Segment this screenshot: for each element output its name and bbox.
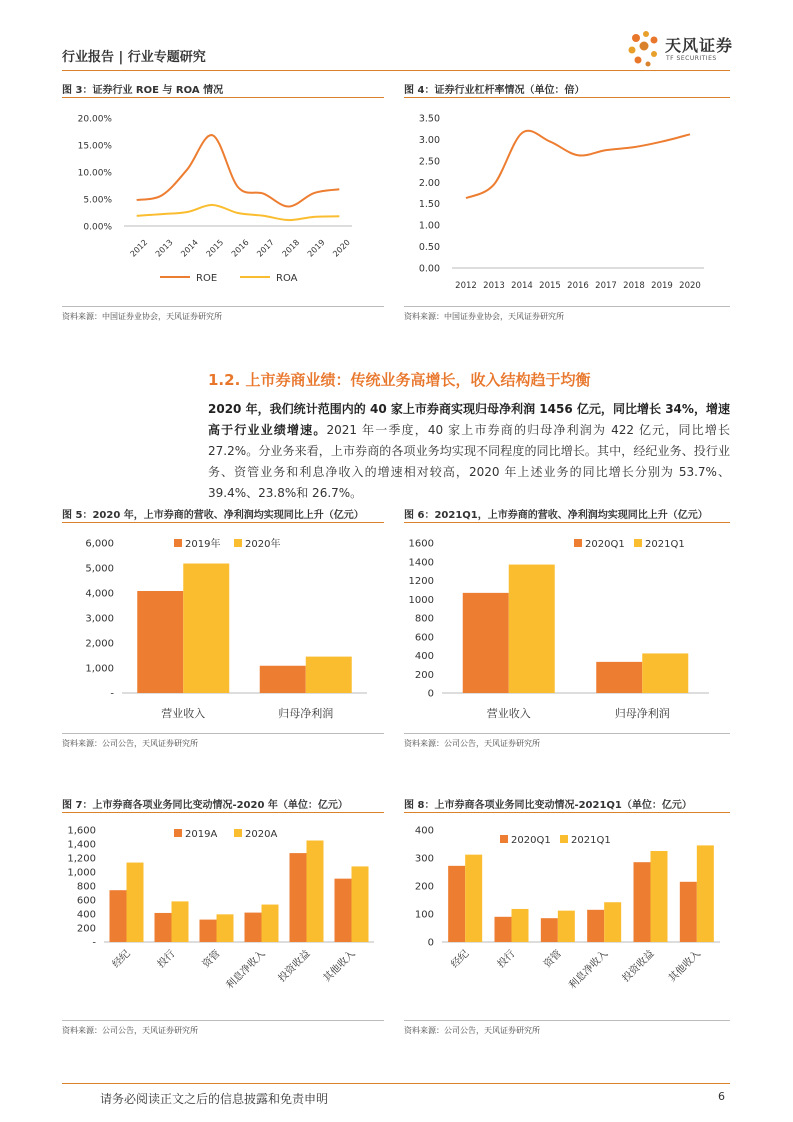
fig4-ytick: 2.50 (418, 156, 440, 168)
fig8-bar-2020Q1 (448, 866, 465, 942)
fig7-xtick: 利息净收入 (224, 948, 268, 992)
fig3-legend-label: ROE (196, 273, 218, 284)
fig6-source: 资料来源：公司公告，天风证券研究所 (404, 739, 540, 748)
fig7-bar-2020A (127, 863, 144, 942)
fig8-bar-2020Q1 (634, 862, 651, 942)
fig7-chart (62, 815, 384, 1015)
fig4-ytick: 0.50 (418, 242, 440, 254)
fig5-bar-2019年 (137, 591, 183, 693)
fig7-bar-2020A (172, 901, 189, 942)
fig4-ytick: 1.00 (418, 220, 440, 232)
fig7-bar-2020A (352, 866, 369, 942)
fig6-bar-2020Q1 (596, 662, 642, 693)
fig8-title-rule (404, 812, 730, 813)
fig8-bar-2021Q1 (651, 851, 668, 942)
fig6-bar-2021Q1 (642, 653, 688, 693)
fig6-xtick: 营业收入 (486, 707, 531, 720)
fig7-bar-2019A (335, 879, 352, 942)
section-title: 1.2. 上市券商业绩：传统业务高增长，收入结构趋于均衡 (208, 371, 591, 389)
fig4-ytick: 1.50 (418, 199, 440, 211)
fig3-chart (62, 100, 384, 300)
fig4-xtick: 2014 (511, 281, 533, 291)
fig4-source-rule (404, 306, 730, 307)
fig8-bar-2020Q1 (541, 918, 558, 942)
fig6-xtick: 归母净利润 (614, 707, 670, 720)
header-divider (62, 70, 730, 71)
fig8-source-rule (404, 1020, 730, 1021)
fig8-bar-2021Q1 (558, 911, 575, 942)
fig3-xtick: 2019 (305, 237, 327, 259)
fig5-bar-2019年 (260, 666, 306, 693)
fig8-chart (404, 815, 730, 1015)
fig7-title-rule (62, 812, 384, 813)
fig8-bar-2021Q1 (512, 909, 529, 942)
fig7-xtick: 经纪 (110, 948, 133, 971)
fig8-legend-label: 2020Q1 (511, 835, 551, 846)
fig3-ytick: 10.00% (77, 168, 112, 179)
fig6-ytick: 1000 (408, 594, 434, 606)
fig5-legend-swatch (174, 539, 182, 547)
fig6-ytick: 800 (414, 613, 434, 625)
fig5-legend-label: 2019年 (185, 539, 221, 550)
fig8-xtick: 投资收益 (620, 948, 657, 985)
fig5-xtick: 归母净利润 (278, 707, 334, 720)
fig7-source: 资料来源：公司公告，天风证券研究所 (62, 1026, 198, 1035)
fig6-ytick: 1400 (408, 557, 434, 569)
fig7-xtick: 其他收入 (321, 948, 358, 985)
report-category: 行业报告 | 行业专题研究 (62, 50, 206, 65)
fig3-xtick: 2016 (229, 237, 251, 259)
fig5-ytick: 5,000 (85, 563, 114, 575)
fig8-bar-2020Q1 (587, 910, 604, 942)
fig5-title-rule (62, 522, 384, 523)
fig4-source: 资料来源：中国证券业协会，天风证券研究所 (404, 312, 564, 321)
fig5-ytick: 1,000 (85, 663, 114, 675)
fig6-title-rule (404, 522, 730, 523)
fig6-ytick: 1200 (408, 576, 434, 587)
fig8-xtick: 经纪 (449, 948, 472, 971)
fig5-title: 图 5：2020 年，上市券商的营收、净利润均实现同比上升（亿元） (62, 510, 364, 521)
fig6-legend-label: 2020Q1 (585, 539, 625, 550)
fig4-xtick: 2013 (483, 281, 505, 291)
fig8-xtick: 利息净收入 (567, 948, 611, 992)
fig6-chart (404, 525, 730, 725)
fig8-xtick: 资管 (542, 948, 564, 971)
fig6-title: 图 6：2021Q1，上市券商的营收、净利润均实现同比上升（亿元） (404, 510, 708, 521)
fig6-legend-swatch (634, 539, 642, 547)
fig4-series-杠杆率 (466, 131, 690, 198)
fig3-ytick: 20.00% (77, 114, 112, 125)
fig3-ytick: 5.00% (83, 195, 112, 206)
fig7-ytick: - (92, 937, 96, 949)
fig3-xtick: 2015 (204, 237, 226, 259)
fig4-ytick: 3.00 (418, 134, 440, 146)
fig8-legend-swatch (500, 835, 508, 843)
fig7-bar-2019A (200, 920, 217, 942)
footer-disclaimer: 请务必阅读正文之后的信息披露和免责申明 (100, 1092, 329, 1106)
fig4-xtick: 2015 (539, 281, 561, 291)
fig8-bar-2020Q1 (680, 882, 697, 942)
fig7-ytick: 400 (76, 909, 96, 921)
fig5-legend-label: 2020年 (245, 539, 281, 550)
fig5-bar-2020年 (306, 657, 352, 693)
fig4-chart (404, 100, 730, 300)
fig7-bar-2020A (307, 841, 324, 943)
fig8-xtick: 其他收入 (666, 948, 703, 985)
fig3-legend-label: ROA (276, 273, 298, 284)
fig3-xtick: 2012 (128, 237, 150, 259)
fig6-source-rule (404, 733, 730, 734)
fig4-xtick: 2018 (623, 281, 645, 291)
fig4-ytick: 2.00 (418, 177, 440, 189)
fig5-source: 资料来源：公司公告，天风证券研究所 (62, 739, 198, 748)
fig7-xtick: 资管 (200, 948, 223, 971)
fig7-ytick: 1,200 (67, 853, 96, 865)
fig3-series-ROE (137, 135, 340, 207)
fig8-ytick: 400 (414, 825, 434, 837)
fig7-legend-label: 2020A (245, 829, 278, 840)
fig8-bar-2020Q1 (495, 917, 512, 942)
fig8-legend-label: 2021Q1 (571, 835, 611, 846)
fig6-ytick: 200 (414, 669, 434, 681)
brand-name-en: TF SECURITIES (666, 55, 717, 62)
fig7-legend-swatch (234, 829, 242, 837)
fig5-source-rule (62, 733, 384, 734)
fig4-ytick: 3.50 (418, 113, 440, 125)
fig4-xtick: 2016 (567, 281, 589, 291)
fig7-bar-2019A (245, 913, 262, 942)
section-paragraph (208, 399, 730, 504)
fig4-xtick: 2020 (679, 281, 701, 291)
fig4-title: 图 4：证券行业杠杆率情况（单位：倍） (404, 85, 585, 96)
fig7-ytick: 1,600 (67, 825, 96, 837)
fig8-ytick: 100 (414, 909, 434, 921)
fig3-xtick: 2017 (255, 237, 276, 259)
fig5-ytick: 2,000 (85, 638, 114, 650)
fig5-ytick: 6,000 (85, 538, 114, 550)
fig6-bar-2020Q1 (463, 593, 509, 693)
fig7-title: 图 7：上市券商各项业务同比变动情况-2020 年（单位：亿元） (62, 800, 348, 811)
footer-divider (62, 1083, 730, 1084)
fig3-ytick: 0.00% (83, 222, 112, 233)
fig5-ytick: - (110, 688, 114, 700)
brand-name: 天风证券 (665, 36, 734, 55)
fig8-ytick: 200 (414, 881, 434, 893)
fig4-ytick: 0.00 (418, 263, 440, 275)
fig4-xtick: 2019 (651, 281, 673, 291)
fig8-legend-swatch (560, 835, 568, 843)
fig6-ytick: 0 (427, 688, 434, 700)
fig4-xtick: 2012 (455, 281, 477, 291)
fig8-bar-2021Q1 (697, 845, 714, 942)
fig7-xtick: 投行 (155, 948, 178, 971)
fig7-xtick: 投资收益 (276, 948, 313, 985)
fig3-source-rule (62, 306, 384, 307)
fig3-title-rule (62, 97, 384, 98)
fig7-source-rule (62, 1020, 384, 1021)
fig5-xtick: 营业收入 (161, 707, 206, 720)
fig8-source: 资料来源：公司公告，天风证券研究所 (404, 1026, 540, 1035)
fig7-bar-2020A (217, 914, 234, 942)
fig3-series-ROA (137, 205, 340, 220)
fig8-ytick: 0 (427, 937, 434, 949)
fig4-xtick: 2017 (595, 281, 617, 291)
fig5-ytick: 3,000 (85, 613, 114, 625)
fig3-ytick: 15.00% (77, 141, 112, 152)
fig8-bar-2021Q1 (465, 855, 482, 942)
para-rest: 2021 年一季度，40 家上市券商的归母净利润为 422 亿元，同比增长 27.2%。分业务来看，上市券商的各项业务均实现不同程度的同比增长。其中，经纪业务、投行业务、资管业务和利息净收入的增速相对较高，2020 年上述业务的同比增长分别为 53.7%、39.4%、23.8%和 26.7%。 (208, 423, 730, 500)
para-bold: 2020 年，我们统计范围内的 40 家上市券商实现归母净利润 1456 亿元，同比增长 34%，增速高于行业业绩增速。 (208, 402, 730, 437)
fig3-xtick: 2014 (179, 237, 200, 259)
fig6-legend-swatch (574, 539, 582, 547)
fig7-ytick: 600 (76, 895, 96, 907)
fig3-xtick: 2013 (153, 237, 175, 259)
fig7-bar-2019A (290, 853, 307, 942)
fig6-ytick: 400 (414, 651, 434, 662)
fig8-title: 图 8：上市券商各项业务同比变动情况-2021Q1（单位：亿元） (404, 800, 692, 811)
fig7-bar-2019A (110, 890, 127, 942)
page-number: 6 (718, 1090, 725, 1103)
fig6-bar-2021Q1 (509, 565, 555, 693)
fig3-source: 资料来源：中国证券业协会，天风证券研究所 (62, 312, 222, 321)
fig6-ytick: 600 (414, 632, 434, 644)
fig6-legend-label: 2021Q1 (645, 539, 685, 550)
fig3-xtick: 2018 (280, 237, 302, 259)
fig5-legend-swatch (234, 539, 242, 547)
fig5-bar-2020年 (183, 564, 229, 694)
fig8-ytick: 300 (414, 853, 434, 865)
fig7-bar-2020A (262, 905, 279, 942)
fig5-ytick: 4,000 (85, 588, 114, 600)
fig3-xtick: 2020 (331, 237, 352, 259)
fig5-chart (62, 525, 384, 725)
fig6-ytick: 1600 (408, 538, 434, 550)
fig7-ytick: 800 (76, 881, 96, 893)
fig8-xtick: 投行 (495, 948, 518, 971)
fig7-ytick: 1,000 (67, 867, 96, 879)
fig8-bar-2021Q1 (604, 902, 621, 942)
fig7-legend-swatch (174, 829, 182, 837)
fig4-title-rule (404, 97, 730, 98)
fig7-legend-label: 2019A (185, 829, 218, 840)
fig7-bar-2019A (155, 913, 172, 942)
fig3-title: 图 3：证券行业 ROE 与 ROA 情况 (62, 85, 224, 96)
fig7-ytick: 1,400 (67, 839, 96, 851)
fig7-ytick: 200 (76, 923, 96, 935)
